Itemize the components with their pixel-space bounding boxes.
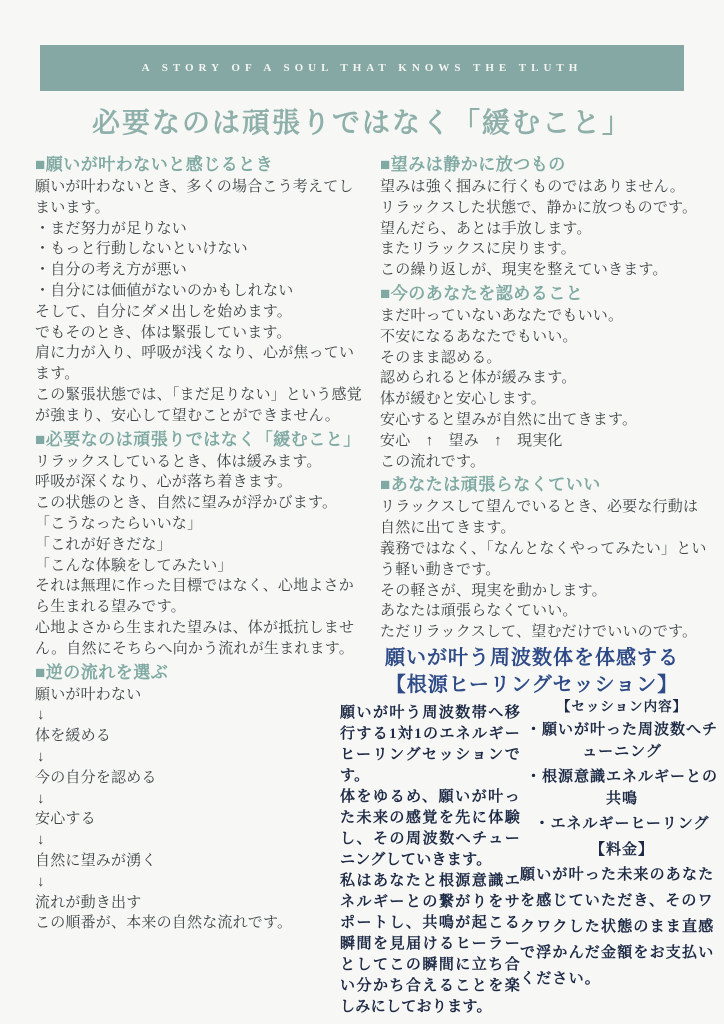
text-line: あなたは頑張らなくていい。 xyxy=(380,602,578,620)
banner-text: A STORY OF A SOUL THAT KNOWS THE TLUTH xyxy=(141,62,583,74)
text-line: この状態のとき、自然に望みが浮かびます。 xyxy=(35,494,338,512)
session-intro-paragraph: 私はあなたと根源意識エネルギーとの繋がりをサポートし、共鳴が起こる瞬間を見届けるヒーラーとしてこの瞬間に立ち合い分かち合えることを楽しみにしております。 xyxy=(340,873,520,1015)
text-line: 「こうなったらいいな」 xyxy=(35,514,203,532)
text-line: ↓ xyxy=(37,872,45,890)
text-line: この繰り返しが、現実を整えていきます。 xyxy=(380,261,668,279)
session-bullet-list xyxy=(520,719,724,835)
session-price-text: 願いが叶った未来のあなたを感じていただき、そのワクワクした状態のまま直感で浮かんだ金額をお支払いください。 xyxy=(520,867,715,987)
text-line: その軽さが、現実を動かします。 xyxy=(380,581,607,599)
text-line: 心地よさから生まれた望みは、体が抵抗しません。自然にそちらへ向かう流れが生まれます。 xyxy=(35,618,355,657)
session-headline-line1: 願いが叶う周波数体を体感する xyxy=(385,647,679,669)
text-line: この緊張状態では、「まだ足りない」という感覚が強まり、安心して望むことができません。 xyxy=(35,385,362,424)
text-line: 願いが叶わないとき、多くの場合こう考えてしまいます。 xyxy=(35,178,354,216)
text-line: 「こんな体験をしてみたい」 xyxy=(35,556,233,574)
text-line: 今の自分を認める xyxy=(35,768,157,786)
session-headline xyxy=(340,645,724,699)
session-intro-paragraph: 体をゆるめ、願いが叶った未来の感覚を先に体験し、その周波数へチューニングしていきます。 xyxy=(340,789,520,868)
text-line: 体を緩める xyxy=(35,727,112,745)
right-column xyxy=(380,152,710,643)
text-line: ↓ xyxy=(37,789,45,807)
text-line: ・自分の考え方が悪い xyxy=(35,261,188,279)
page-title: 必要なのは頑張りではなく「緩むこと」 xyxy=(91,107,632,138)
text-line: 安心する xyxy=(35,810,96,828)
text-line: 望んだら、あとは手放します。 xyxy=(380,219,592,237)
section-header: ■願いが叶わないと感じるとき xyxy=(35,155,274,174)
left-column xyxy=(35,152,368,934)
session-bullet-item: ・エネルギーヒーリング xyxy=(534,816,710,832)
text-line: 流れが動き出す xyxy=(35,893,142,911)
text-line: 認められると体が緩みます。 xyxy=(380,369,577,387)
text-line: でもそのとき、体は緊張しています。 xyxy=(35,323,292,341)
text-line: ただリラックスして、望むだけでいいのです。 xyxy=(380,623,698,641)
session-bullet-item: ・願いが叶った周波数へチューニング xyxy=(525,722,718,760)
session-headline-line2: 【根源ヒーリングセッション】 xyxy=(385,674,679,696)
text-line: リラックスしているとき、体は緩みます。 xyxy=(35,452,322,470)
session-block xyxy=(340,645,724,1018)
text-line: 呼吸が深くなり、心が落ち着きます。 xyxy=(35,473,293,491)
text-line: ↓ xyxy=(37,747,45,765)
session-price-label: 【料金】 xyxy=(589,842,654,858)
session-intro-paragraph: 願いが叶う周波数帯へ移行する1対1のエネルギーヒーリングセッションです。 xyxy=(340,705,520,784)
text-line: 願いが叶わない xyxy=(35,685,142,703)
text-line: ・もっと行動しないといけない xyxy=(35,240,248,258)
text-line: この流れです。 xyxy=(380,452,486,470)
text-line: 安心 ↑ 望み ↑ 現実化 xyxy=(380,431,563,449)
text-line: 自然に望みが湧く xyxy=(35,851,157,869)
text-line: そして、自分にダメ出しを始めます。 xyxy=(35,302,292,320)
section-header: ■今のあなたを認めること xyxy=(380,283,584,303)
session-contents-label: 【セッション内容】 xyxy=(556,699,688,714)
text-line: まだ叶っていないあなたでもいい。 xyxy=(380,306,624,324)
text-line: 義務ではなく、「なんとなくやってみたい」という軽い動きです。 xyxy=(380,539,707,578)
text-line: ・自分には価値がないのかもしれない xyxy=(35,281,294,299)
text-line: 望みは強く掴みに行くものではありません。 xyxy=(380,178,685,195)
text-line: ↓ xyxy=(37,831,45,849)
text-line: 安心すると望みが自然に出てきます。 xyxy=(380,410,638,428)
text-line: 体が緩むと安心します。 xyxy=(380,390,547,408)
session-bullet-item: ・根源意識エネルギーとの共鳴 xyxy=(525,769,718,807)
text-line: それは無理に作った目標ではなく、心地よさから生まれる望みです。 xyxy=(35,577,354,616)
text-line: そのまま認める。 xyxy=(380,348,502,366)
header-banner xyxy=(40,45,684,91)
section-header: ■必要なのは頑張りではなく「緩むこと」 xyxy=(35,429,361,449)
text-line: リラックスして望んでいるとき、必要な行動は自然に出てきます。 xyxy=(380,498,699,537)
section-header: ■逆の流れを選ぶ xyxy=(35,662,169,682)
session-contents xyxy=(520,699,724,1018)
section-header: ■あなたは頑張らなくていい xyxy=(380,475,601,495)
text-line: 「これが好きだな」 xyxy=(35,535,172,553)
session-intro xyxy=(340,703,520,1018)
text-line: リラックスした状態で、静かに放つものです。 xyxy=(380,198,698,216)
text-line: またリラックスに戻ります。 xyxy=(380,240,576,258)
text-line: ↓ xyxy=(37,706,45,724)
session-columns xyxy=(340,699,724,1018)
text-line: この順番が、本来の自然な流れです。 xyxy=(35,914,293,932)
text-line: 肩に力が入り、呼吸が浅くなり、心が焦っています。 xyxy=(35,344,355,383)
section-header: ■望みは静かに放つもの xyxy=(380,155,566,174)
text-line: ・まだ努力が足りない xyxy=(35,219,188,237)
text-line: 不安になるあなたでもいい。 xyxy=(380,327,578,345)
